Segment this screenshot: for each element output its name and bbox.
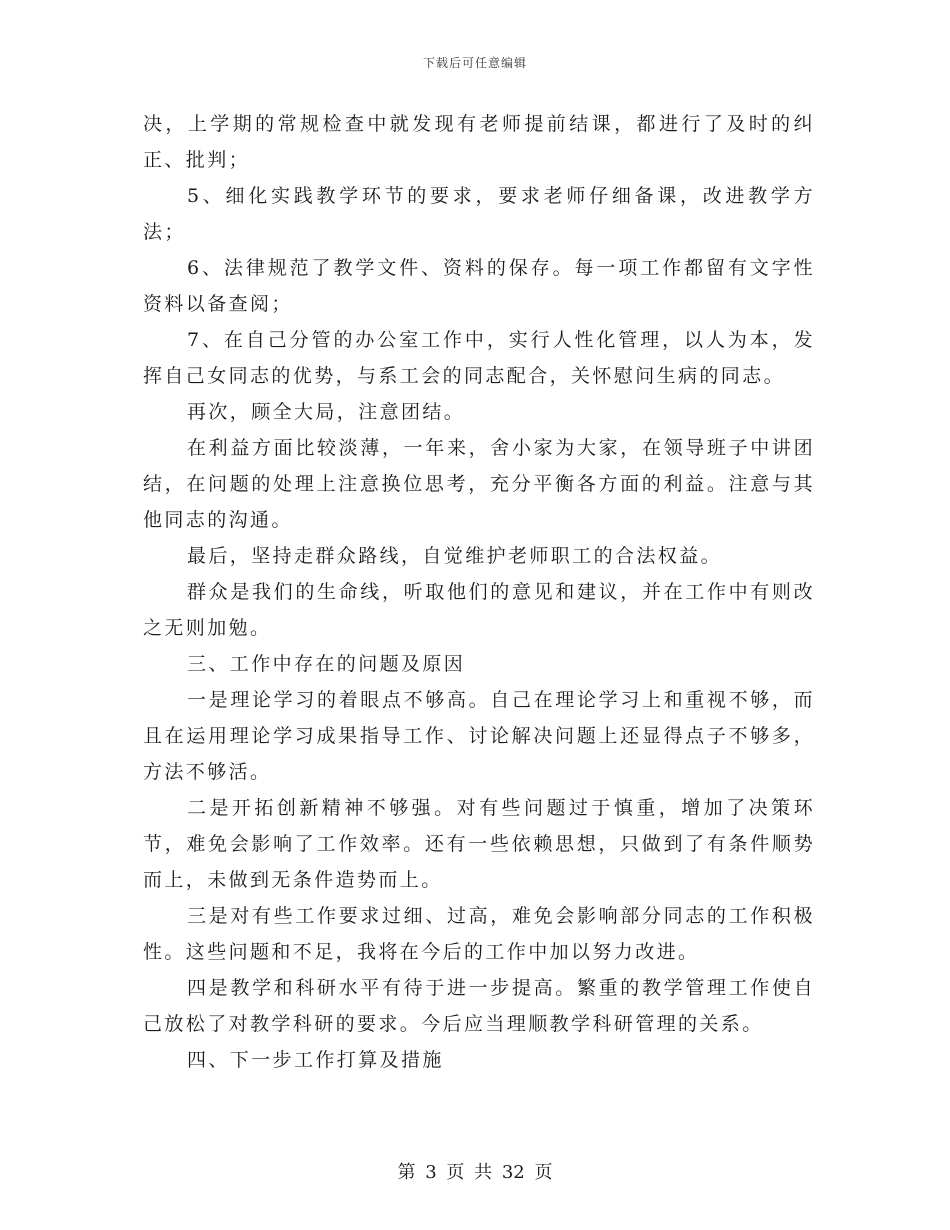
paragraph-6: 在利益方面比较淡薄，一年来，舍小家为大家，在领导班子中讲团结，在问题的处理上注意换位思考，充分平衡各方面的利益。注意与其他同志的沟通。: [143, 437, 815, 531]
section-heading-next-steps: 四、下一步工作打算及措施: [187, 1049, 444, 1071]
paragraph-8: 群众是我们的生命线，听取他们的意见和建议，并在工作中有则改之无则加勉。: [143, 581, 815, 639]
paragraph-1: 决，上学期的常规检查中就发现有老师提前结课，都进行了及时的纠正、批判；: [143, 113, 815, 171]
document-body: [143, 106, 815, 1078]
paragraph-5: 再次，顾全大局，注意团结。: [187, 401, 466, 423]
paragraph-2: 5、细化实践教学环节的要求，要求老师仔细备课，改进教学方法；: [143, 185, 815, 243]
page-header: 下载后可任意编辑: [422, 56, 527, 70]
paragraph-3: 6、法律规范了教学文件、资料的保存。每一项工作都留有文字性资料以备查阅；: [143, 257, 815, 315]
paragraph-13: 四是教学和科研水平有待于进一步提高。繁重的教学管理工作使自己放松了对教学科研的要求。今后应当理顺教学科研管理的关系。: [143, 977, 815, 1035]
paragraph-7: 最后，坚持走群众路线，自觉维护老师职工的合法权益。: [187, 545, 723, 567]
paragraph-11: 二是开拓创新精神不够强。对有些问题过于慎重，增加了决策环节，难免会影响了工作效率。还有一些依赖思想，只做到了有条件顺势而上，未做到无条件造势而上。: [143, 797, 815, 891]
paragraph-10: 一是理论学习的着眼点不够高。自己在理论学习上和重视不够，而且在运用理论学习成果指导工作、讨论解决问题上还显得点子不够多，方法不够活。: [143, 689, 815, 783]
paragraph-12: 三是对有些工作要求过细、过高，难免会影响部分同志的工作积极性。这些问题和不足，我将在今后的工作中加以努力改进。: [143, 905, 815, 963]
page-footer: 第 3 页 共 32 页: [397, 1162, 553, 1183]
section-heading-problems: 三、工作中存在的问题及原因: [187, 653, 466, 675]
paragraph-4: 7、在自己分管的办公室工作中，实行人性化管理，以人为本，发挥自己女同志的优势，与系工会的同志配合，关怀慰问生病的同志。: [143, 329, 815, 387]
